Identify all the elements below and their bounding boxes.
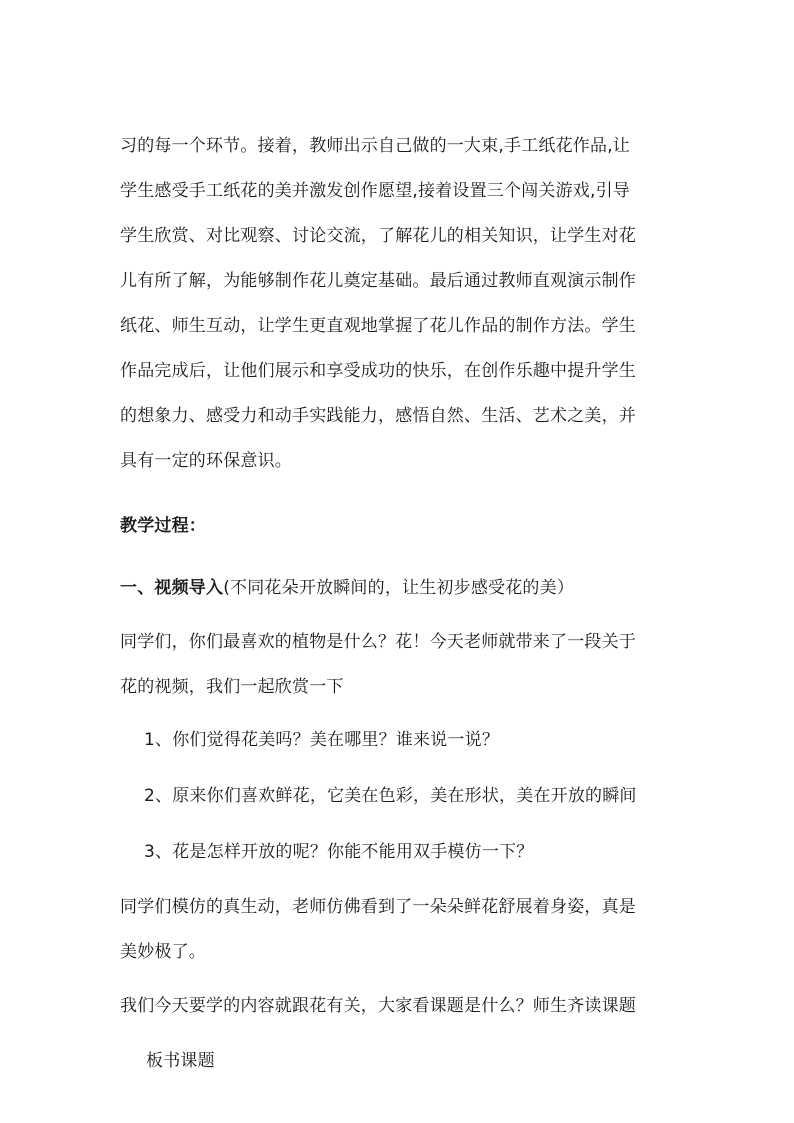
body-text-line: 具有一定的环保意识。: [120, 451, 292, 471]
body-text-line: 花的视频，我们一起欣赏一下: [120, 677, 344, 697]
section-heading-video-intro: [120, 576, 680, 600]
question-item: 1、你们觉得花美吗？美在哪里？谁来说一说？: [144, 730, 500, 750]
section-heading-teaching-process: 教学过程：: [120, 516, 206, 536]
body-text-line: 美妙极了。: [120, 942, 206, 962]
body-text-line: 同学们模仿的真生动，老师仿佛看到了一朵朵鲜花舒展着身姿，真是: [120, 897, 636, 917]
section-title-bold: 一、视频导入: [120, 578, 224, 598]
board-title-note: 板书课题: [146, 1051, 215, 1071]
body-text-line: 儿有所了解，为能够制作花儿奠定基础。最后通过教师直观演示制作: [120, 271, 636, 291]
question-item: 2、原来你们喜欢鲜花，它美在色彩，美在形状，美在开放的瞬间: [144, 786, 637, 806]
body-text-line: 学生欣赏、对比观察、讨论交流，了解花儿的相关知识，让学生对花: [120, 226, 636, 246]
question-item: 3、花是怎样开放的呢？你能不能用双手模仿一下？: [144, 842, 534, 862]
body-text-line: 纸花、师生互动，让学生更直观地掌握了花儿作品的制作方法。学生: [120, 316, 636, 336]
body-text-line: 的想象力、感受力和动手实践能力，感悟自然、生活、艺术之美，并: [120, 406, 636, 426]
body-text-line: 我们今天要学的内容就跟花有关，大家看课题是什么？师生齐读课题: [120, 996, 636, 1016]
body-text-line: 学生感受手工纸花的美并激发创作愿望,接着设置三个闯关游戏,引导: [120, 181, 631, 201]
body-text-line: 作品完成后，让他们展示和享受成功的快乐，在创作乐趣中提升学生: [120, 361, 636, 381]
body-text-line: 同学们，你们最喜欢的植物是什么？花！今天老师就带来了一段关于: [120, 632, 636, 652]
section-title-note: (不同花朵开放瞬间的，让生初步感受花的美）: [223, 578, 575, 598]
body-text-line: 习的每一个环节。接着，教师出示自己做的一大束,手工纸花作品,让: [120, 136, 631, 156]
